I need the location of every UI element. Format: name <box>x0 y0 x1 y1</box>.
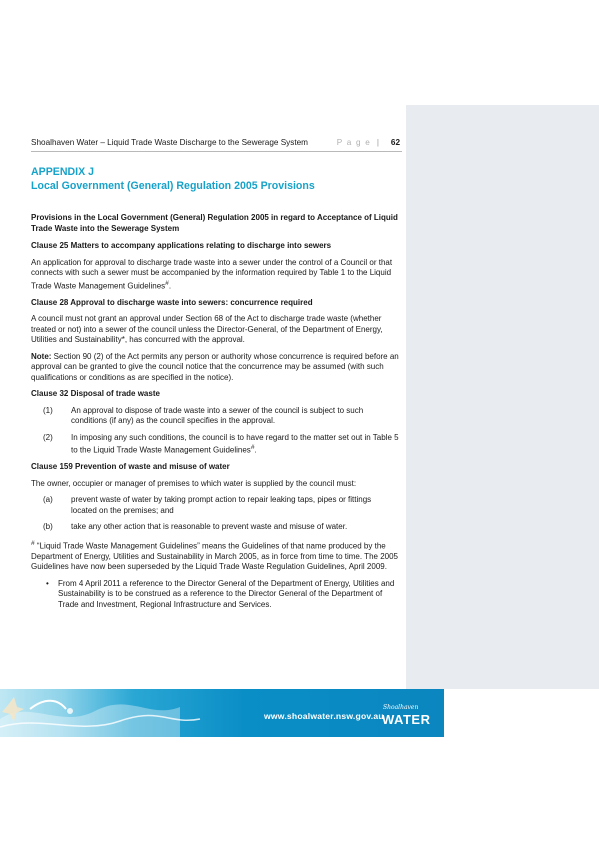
header-page-label: P a g e <box>336 138 371 147</box>
header-page-separator: | <box>376 138 379 147</box>
clause-32-heading: Clause 32 Disposal of trade waste <box>31 389 160 399</box>
bullet-item <box>31 579 399 611</box>
clause-32-item <box>31 433 399 457</box>
clause-25-text: An application for approval to discharge trade waste into a sewer under the control of a Council or that connects with such a sewer must be accompanied by the information required by Table 1 to the Liquid Trade Waste Management Guidelines#. <box>31 257 393 291</box>
header-divider <box>31 151 402 152</box>
clause-25-body: An application for approval to discharge trade waste into a sewer under the control of a Council or that connects with such a sewer must be accompanied by the information required by Table 1 to the Liquid Trade Waste Management Guidelines <box>31 257 393 291</box>
clause-159-item <box>31 495 399 516</box>
clause-28-heading: Clause 28 Approval to discharge waste into sewers: concurrence required <box>31 297 313 307</box>
header-page-number: 62 <box>390 138 400 147</box>
clause-159-text: The owner, occupier or manager of premises to which water is supplied by the council must: <box>31 478 357 488</box>
appendix-heading <box>31 165 401 193</box>
logo-wordmark: WATER <box>382 712 431 727</box>
item-text: take any other action that is reasonable to prevent waste and misuse of water. <box>71 522 348 532</box>
comment-margin-panel <box>406 105 599 689</box>
item-footnote-ref: # <box>250 444 255 452</box>
footnote <box>31 539 399 573</box>
item-number: (2) <box>43 432 53 442</box>
footnote-text: “Liquid Trade Waste Management Guidelines” means the Guidelines of that name produced by the Department of Energy, Utilities and Sustainability in March 2005, as in force from time to time. The 2005 Guidelines have now been superseded by the Liquid Trade Waste Regulation Guidelines, April 2009. <box>31 541 398 572</box>
bullet-dot-icon: • <box>46 578 49 588</box>
document-body <box>31 213 399 610</box>
intro-heading: Provisions in the Local Government (General) Regulation 2005 in regard to Acceptance of Liquid Trade Waste into the Sewerage System <box>31 213 398 233</box>
item-text: In imposing any such conditions, the council is to have regard to the matter set out in Table 5 to the Liquid Trade Waste Management Guidelines <box>71 432 399 455</box>
item-number: (1) <box>43 405 53 415</box>
shoalhaven-water-logo <box>381 704 433 732</box>
item-letter: (a) <box>43 495 53 505</box>
header-document-title: Shoalhaven Water – Liquid Trade Waste Discharge to the Sewerage System <box>31 138 309 147</box>
footnote-marker: # <box>31 539 35 547</box>
item-letter: (b) <box>43 522 53 532</box>
clause-159-item <box>31 522 399 533</box>
item-text: prevent waste of water by taking prompt action to repair leaking taps, pipes or fittings located on the premises; and <box>71 495 372 515</box>
item-text-wrapper: In imposing any such conditions, the council is to have regard to the matter set out in Table 5 to the Liquid Trade Waste Management Guidelines#. <box>71 432 399 455</box>
appendix-title: Local Government (General) Regulation 2005 Provisions <box>31 180 315 192</box>
clause-25-heading: Clause 25 Matters to accompany applications relating to discharge into sewers <box>31 241 332 250</box>
item-text: An approval to dispose of trade waste into a sewer of the council is subject to such conditions (if any) as the council specifies in the approval. <box>71 405 364 426</box>
appendix-label: APPENDIX J <box>31 166 94 178</box>
clause-28-text: A council must not grant an approval under Section 68 of the Act to discharge trade waste (whether treated or not) into a sewer of the council unless the Director-General, of the Department of Energy, Utilities and Sustainability*, has concurred with the approval. <box>31 314 383 345</box>
note-label: Note: <box>31 351 52 361</box>
clause-25-footnote-ref: # <box>165 279 169 287</box>
logo-tagline: Shoalhaven <box>383 704 419 711</box>
note-paragraph <box>31 352 399 384</box>
clause-159-heading: Clause 159 Prevention of waste and misuse of water <box>31 462 230 472</box>
clause-32-item <box>31 406 399 427</box>
footer-website-url: www.shoalwater.nsw.gov.au <box>264 711 384 721</box>
page-header <box>31 137 401 151</box>
bullet-text: From 4 April 2011 a reference to the Director General of the Department of Energy, Utilities and Sustainability is to be construed as a reference to the Director General of the Department of Trade and Investment, Regional Infrastructure and Services. <box>58 578 395 609</box>
note-text: Section 90 (2) of the Act permits any person or authority whose concurrence is required before an approval can be granted to give the council notice that the concurrence may be assumed (with such qualifications or conditions as are specified in the notice). <box>31 351 399 382</box>
